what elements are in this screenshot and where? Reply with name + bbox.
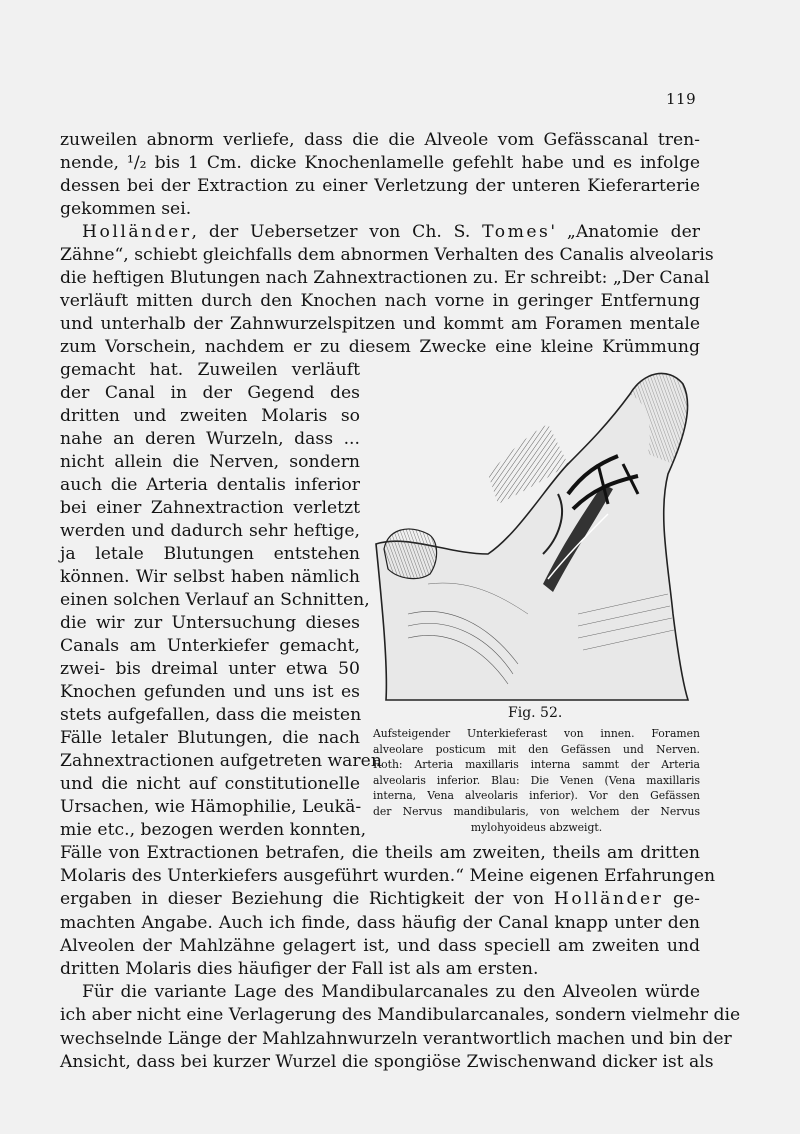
text-segment: Canals am Unterkiefer gemacht, — [60, 636, 360, 656]
figure-label: Fig. 52. — [508, 705, 563, 721]
text-segment: Ursachen, wie Hämophilie, Leukä- — [60, 797, 362, 817]
text-segment: stets aufgefallen, dass die meisten — [60, 705, 362, 725]
page-number: 119 — [666, 90, 697, 108]
text-line — [60, 497, 360, 520]
text-segment: werden und dadurch sehr heftige, — [60, 521, 360, 541]
text-line — [60, 912, 700, 935]
text-segment: nicht allein die Nerven, sondern — [60, 452, 360, 472]
caption-line: Aufsteigender Unterkieferast von innen. Foramen — [373, 727, 700, 740]
caption-line: Roth: Arteria maxillaris interna sammt der Arteria — [373, 758, 700, 772]
caption-line: interna, Vena alveolaris inferior). Vor den Gefässen — [373, 789, 700, 803]
caption-line: der Nervus mandibularis, von welchem der Nervus — [373, 805, 700, 818]
text-line — [60, 129, 700, 152]
text-line — [60, 681, 360, 704]
text-segment: Alveolen der Mahlzähne gelagert ist, und dass speciell am zweiten und — [60, 935, 700, 956]
text-line — [60, 796, 360, 819]
text-line — [60, 888, 700, 911]
text-segment: gemacht hat. Zuweilen verläuft — [60, 360, 360, 380]
text-segment: und unterhalb der Zahnwurzelspitzen und kommt am Foramen mentale — [60, 314, 700, 334]
text-segment: dritten und zweiten Molaris so — [60, 406, 360, 426]
text-line — [60, 958, 700, 981]
caption-line: mylohyoideus abzweigt. — [470, 820, 603, 834]
text-segment: mie etc., bezogen werden konnten, — [60, 820, 367, 840]
text-segment: einen solchen Verlauf an Schnitten, — [60, 590, 370, 610]
text-segment: Ansicht, dass bei kurzer Wurzel die spongiöse Zwischenwand dicker ist als — [60, 1051, 714, 1072]
text-line — [60, 750, 382, 773]
text-line — [60, 290, 700, 313]
text-line — [60, 244, 714, 267]
text-segment: ja letale Blutungen entstehen — [60, 544, 360, 564]
text-line — [60, 935, 700, 958]
text-line — [60, 773, 360, 796]
text-line — [60, 152, 700, 175]
text-line — [60, 704, 360, 727]
text-segment: verläuft mitten durch den Knochen nach vorne in geringer Entfernung — [60, 291, 700, 311]
text-segment: Für die variante Lage des Mandibularcanales zu den Alveolen würde — [82, 982, 700, 1003]
text-segment: ' „Anatomie der — [550, 222, 700, 242]
text-segment: nahe an deren Wurzeln, dass ... — [60, 429, 360, 449]
text-segment: Knochen gefunden und uns ist es — [60, 682, 360, 702]
text-segment: Zähne“, schiebt gleichfalls dem abnormen Verhalten des Canalis alveolaris — [60, 245, 714, 265]
caption-line: alveolaris inferior. Blau: Die Venen (Vena maxillaris — [373, 773, 700, 787]
text-line — [60, 451, 360, 474]
text-segment: bis 1 Cm. dicke Knochenlamelle gefehlt habe und es infolge — [146, 153, 700, 173]
text-segment: auch die Arteria dentalis inferior — [60, 475, 360, 495]
text-line — [60, 1004, 741, 1027]
text-segment: dritten Molaris dies häufiger der Fall ist als am ersten. — [60, 959, 539, 979]
text-line — [60, 267, 710, 290]
text-line — [60, 474, 360, 497]
text-segment: zum Vorschein, nachdem er zu diesem Zwecke eine kleine Krümmung — [60, 337, 700, 357]
text-line — [60, 727, 360, 750]
text-line — [60, 336, 700, 359]
text-segment: nende, — [60, 153, 127, 173]
mandible-engraving-icon — [368, 364, 700, 704]
text-segment: ich aber nicht eine Verlagerung des Mandibularcanales, sondern vielmehr die — [60, 1005, 741, 1026]
text-line — [60, 612, 360, 635]
author-name: Holländer — [82, 222, 192, 242]
text-line — [82, 221, 700, 244]
text-segment: können. Wir selbst haben nämlich — [60, 567, 360, 587]
text-segment: Fälle von Extractionen betrafen, die theils am zweiten, theils am dritten — [60, 843, 700, 863]
text-line — [60, 1051, 714, 1074]
text-line — [60, 382, 360, 405]
text-segment: und die nicht auf constitutionelle — [60, 774, 360, 794]
text-line — [60, 313, 700, 336]
text-segment: ge- — [663, 889, 700, 910]
text-line — [60, 198, 700, 221]
text-segment: , der Uebersetzer von Ch. S. — [191, 222, 483, 242]
text-line — [60, 566, 360, 589]
text-segment: wechselnde Länge der Mahlzahnwurzeln verantwortlich machen und bin der — [60, 1028, 732, 1049]
text-line — [60, 819, 367, 842]
text-line — [60, 359, 360, 382]
text-segment: gekommen sei. — [60, 199, 192, 219]
caption-line: alveolare posticum mit den Gefässen und Nerven. — [373, 742, 700, 756]
text-segment: Fälle letaler Blutungen, die nach — [60, 728, 360, 748]
text-line — [60, 428, 360, 451]
text-line — [60, 1028, 732, 1051]
text-line — [60, 865, 716, 888]
text-line — [60, 175, 700, 198]
text-segment: zwei- bis dreimal unter etwa 50 — [60, 659, 360, 679]
text-segment: Zahnextractionen aufgetreten waren — [60, 751, 382, 771]
text-line — [60, 658, 360, 681]
author-name: Holländer — [553, 889, 664, 910]
text-line — [60, 842, 700, 865]
author-name: Tomes — [482, 222, 551, 242]
text-segment: bei einer Zahnextraction verletzt — [60, 498, 360, 518]
text-segment: machten Angabe. Auch ich finde, dass häufig der Canal knapp unter den — [60, 912, 700, 933]
text-line — [60, 589, 370, 612]
text-segment: Molaris des Unterkiefers ausgeführt wurden.“ Meine eigenen Erfahrungen — [60, 866, 716, 887]
text-line — [60, 543, 360, 566]
text-line — [60, 635, 360, 658]
text-segment: dessen bei der Extraction zu einer Verletzung der unteren Kieferarterie — [60, 176, 700, 196]
text-line — [82, 981, 700, 1004]
figure-mandible-illustration — [368, 364, 700, 704]
text-segment: ergaben in dieser Beziehung die Richtigkeit der von — [60, 889, 554, 910]
text-line — [60, 520, 360, 543]
text-line — [60, 405, 360, 428]
text-segment: die heftigen Blutungen nach Zahnextractionen zu. Er schreibt: „Der Canal — [60, 268, 710, 288]
text-segment: zuweilen abnorm verliefe, dass die die Alveole vom Gefässcanal tren- — [60, 130, 700, 150]
text-segment: die wir zur Untersuchung dieses — [60, 613, 360, 633]
text-segment: der Canal in der Gegend des — [60, 383, 360, 403]
text-segment: ¹/₂ — [126, 153, 147, 173]
